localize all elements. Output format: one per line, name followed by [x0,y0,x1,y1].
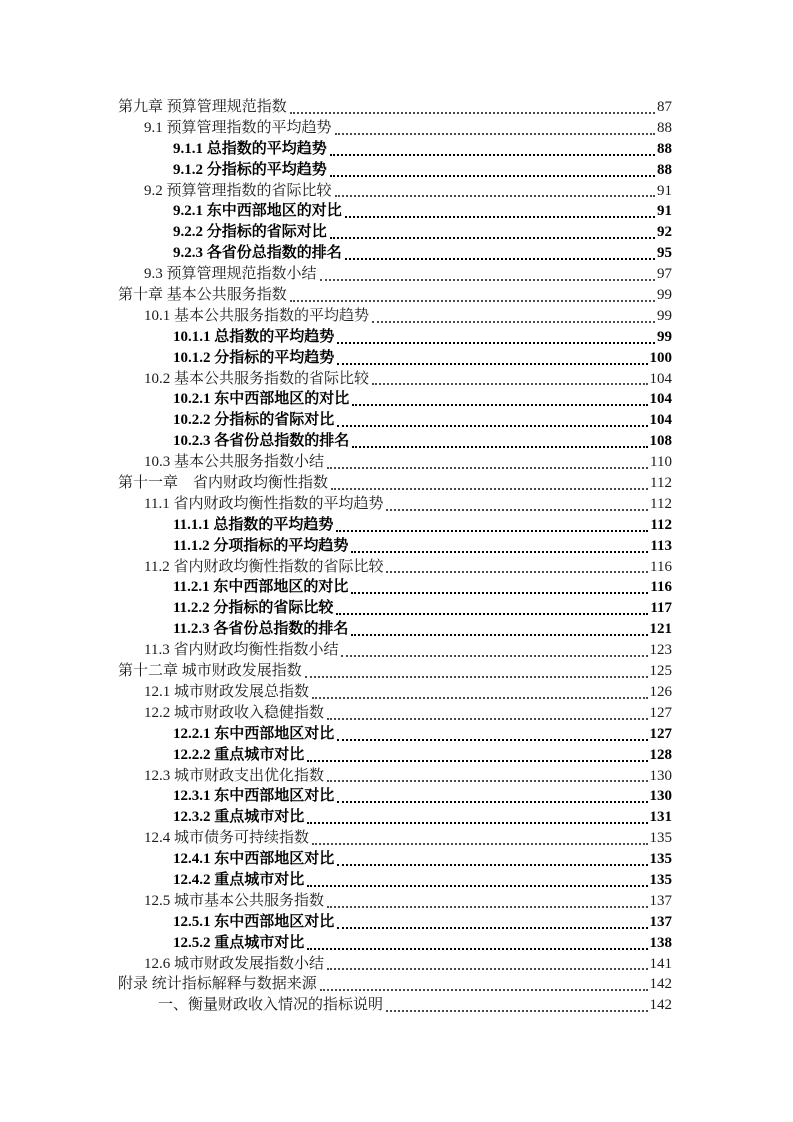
dot-leader [335,181,655,198]
toc-entry[interactable] [118,285,672,306]
toc-entry-label: 12.3.1 东中西部地区对比 [173,788,335,805]
toc-entry-page: 142 [649,997,672,1014]
dot-leader [320,264,655,281]
toc-entry-label: 10.1.1 总指数的平均趋势 [173,328,335,345]
toc-entry-label: 9.2.3 各省份总指数的排名 [173,245,342,262]
toc-entry[interactable] [118,849,672,870]
toc-entry-label: 第十章 基本公共服务指数 [118,287,287,304]
toc-entry[interactable] [118,389,672,410]
dot-leader [290,285,655,302]
toc-entry-label: 11.1.2 分项指标的平均趋势 [173,537,349,554]
toc-entry-label: 12.5.2 重点城市对比 [173,934,305,951]
toc-entry-label: 11.1.1 总指数的平均趋势 [173,516,334,533]
toc-entry[interactable] [118,891,672,912]
dot-leader [351,577,648,594]
toc-entry-label: 12.6 城市财政发展指数小结 [144,955,325,972]
dot-leader [330,160,655,177]
toc-entry-page: 88 [657,119,672,136]
toc-entry[interactable] [118,807,672,828]
dot-leader [345,243,655,260]
dot-leader [337,724,647,741]
toc-entry-label: 12.1 城市财政发展总指数 [144,683,310,700]
toc-entry[interactable] [118,431,672,452]
toc-entry-page: 87 [657,99,672,115]
dot-leader [290,97,655,114]
toc-entry[interactable] [118,786,672,807]
toc-entry-label: 第九章 预算管理规范指数 [118,99,287,115]
dot-leader [337,410,647,427]
toc-entry-page: 88 [657,161,672,178]
toc-entry[interactable] [118,828,672,849]
toc-entry-page: 130 [649,767,672,784]
toc-entry-label: 9.1 预算管理指数的平均趋势 [144,119,332,136]
toc-entry[interactable] [118,870,672,891]
toc-entry-label: 12.5.1 东中西部地区对比 [173,913,335,930]
toc-entry-page: 112 [650,495,672,512]
toc-entry-page: 104 [649,412,672,429]
toc-entry-label: 10.1.2 分指标的平均趋势 [173,349,335,366]
toc-entry-label: 9.3 预算管理规范指数小结 [144,266,317,283]
toc-entry-label: 9.1.2 分指标的平均趋势 [173,161,327,178]
toc-entry[interactable] [118,995,672,1016]
toc-entry[interactable] [118,222,672,243]
toc-entry-page: 104 [649,370,672,387]
toc-entry-label: 11.2.3 各省份总指数的排名 [173,621,349,638]
dot-leader [327,766,647,783]
dot-leader [337,786,647,803]
toc-entry[interactable] [118,369,672,390]
toc-entry[interactable] [118,201,672,222]
toc-entry-page: 123 [649,642,672,659]
toc-entry-label: 12.5 城市基本公共服务指数 [144,892,325,909]
dot-leader [337,327,655,344]
dot-leader [327,954,647,971]
toc-entry[interactable] [118,682,672,703]
toc-entry-page: 137 [649,913,672,930]
toc-entry-label: 10.2.2 分指标的省际对比 [173,412,335,429]
toc-entry-label: 12.3.2 重点城市对比 [173,809,305,826]
dot-leader [307,745,647,762]
toc-entry-label: 11.1 省内财政均衡性指数的平均趋势 [144,495,384,512]
toc-entry-page: 127 [649,704,672,721]
dot-leader [307,933,647,950]
toc-entry[interactable] [118,974,672,995]
dot-leader [335,118,655,135]
toc-entry-label: 一、衡量财政收入情况的指标说明 [158,997,384,1014]
toc-entry-page: 135 [649,871,672,888]
toc-entry-page: 116 [650,579,672,596]
toc-entry-page: 91 [657,203,672,220]
toc-entry[interactable] [118,139,672,160]
toc-entry-page: 88 [657,140,672,157]
toc-entry-label: 9.2 预算管理指数的省际比较 [144,182,332,199]
toc-entry-page: 131 [649,809,672,826]
toc-entry[interactable] [118,327,672,348]
dot-leader [352,389,647,406]
toc-entry[interactable] [118,766,672,787]
toc-entry[interactable] [118,577,672,598]
toc-entry-label: 9.2.2 分指标的省际对比 [173,224,327,241]
toc-entry-page: 110 [650,454,672,471]
dot-leader [337,348,647,365]
toc-entry[interactable] [118,494,672,515]
toc-entry[interactable] [118,557,672,578]
dot-leader [351,619,647,636]
dot-leader [331,473,648,490]
toc-entry-page: 121 [649,621,672,638]
toc-entry-page: 99 [657,307,672,324]
toc-entry-page: 130 [649,788,672,805]
toc-entry-page: 141 [649,955,672,972]
toc-entry-page: 128 [649,746,672,763]
toc-entry-label: 10.2 基本公共服务指数的省际比较 [144,370,370,387]
toc-entry-label: 11.3 省内财政均衡性指数小结 [144,642,339,659]
toc-entry-label: 11.2.2 分指标的省际比较 [173,600,334,617]
toc-entry[interactable] [118,536,672,557]
toc-entry[interactable] [118,452,672,473]
toc-entry[interactable] [118,473,672,494]
dot-leader [336,515,648,532]
dot-leader [341,640,647,657]
toc-entry[interactable] [118,97,672,118]
dot-leader [305,661,648,678]
toc-entry-page: 113 [650,537,672,554]
toc-entry-page: 108 [649,433,672,450]
toc-entry-page: 112 [650,475,672,492]
dot-leader [352,431,647,448]
table-of-contents [118,97,672,1016]
toc-entry-label: 9.2.1 东中西部地区的对比 [173,203,342,220]
toc-entry[interactable] [118,118,672,139]
toc-entry-label: 11.2 省内财政均衡性指数的省际比较 [144,558,384,575]
dot-leader [327,891,647,908]
toc-entry[interactable] [118,181,672,202]
toc-entry-page: 135 [649,851,672,868]
toc-entry-label: 12.4.2 重点城市对比 [173,871,305,888]
toc-entry-page: 116 [650,558,672,575]
toc-entry[interactable] [118,703,672,724]
toc-entry-page: 100 [649,349,672,366]
toc-entry-label: 附录 统计指标解释与数据来源 [118,976,317,993]
dot-leader [307,870,647,887]
toc-entry-page: 99 [657,328,672,345]
toc-entry[interactable] [118,619,672,640]
dot-leader [337,849,647,866]
toc-entry-label: 9.1.1 总指数的平均趋势 [173,140,327,157]
dot-leader [307,807,647,824]
toc-entry-label: 12.3 城市财政支出优化指数 [144,767,325,784]
dot-leader [351,536,648,553]
toc-entry-page: 104 [649,391,672,408]
toc-entry-page: 97 [657,266,672,283]
toc-entry[interactable] [118,515,672,536]
toc-entry[interactable] [118,410,672,431]
toc-entry-page: 125 [649,663,672,680]
toc-entry[interactable] [118,745,672,766]
dot-leader [345,201,655,218]
toc-entry-label: 12.4 城市债务可持续指数 [144,830,310,847]
dot-leader [312,682,647,699]
dot-leader [386,557,648,574]
toc-entry-page: 112 [650,516,672,533]
toc-entry-label: 12.2 城市财政收入稳健指数 [144,704,325,721]
dot-leader [327,452,648,469]
toc-entry-label: 第十二章 城市财政发展指数 [118,663,302,680]
toc-entry[interactable] [118,264,672,285]
toc-entry-page: 135 [649,830,672,847]
toc-entry-label: 第十一章 省内财政均衡性指数 [118,475,329,492]
dot-leader [312,828,647,845]
toc-entry-label: 12.2.1 东中西部地区对比 [173,725,335,742]
toc-entry-page: 117 [650,600,672,617]
dot-leader [330,139,655,156]
toc-entry[interactable] [118,348,672,369]
toc-entry-label: 10.2.1 东中西部地区的对比 [173,391,350,408]
toc-entry-label: 12.4.1 东中西部地区对比 [173,851,335,868]
toc-entry[interactable] [118,640,672,661]
dot-leader [327,703,647,720]
toc-entry[interactable] [118,598,672,619]
toc-entry-page: 99 [657,287,672,304]
toc-entry-label: 12.2.2 重点城市对比 [173,746,305,763]
dot-leader [337,912,647,929]
toc-entry-page: 92 [657,224,672,241]
toc-entry-page: 138 [649,934,672,951]
dot-leader [320,974,648,991]
toc-entry-page: 127 [649,725,672,742]
toc-entry-page: 142 [649,976,672,993]
toc-entry-label: 11.2.1 东中西部地区的对比 [173,579,349,596]
toc-entry-label: 10.2.3 各省份总指数的排名 [173,433,350,450]
toc-entry[interactable] [118,954,672,975]
dot-leader [386,494,648,511]
toc-entry-page: 126 [649,683,672,700]
toc-entry-label: 10.3 基本公共服务指数小结 [144,454,325,471]
toc-entry-page: 137 [649,892,672,909]
toc-entry[interactable] [118,306,672,327]
toc-entry-label: 10.1 基本公共服务指数的平均趋势 [144,307,370,324]
dot-leader [372,306,655,323]
toc-entry-page: 95 [657,245,672,262]
toc-entry[interactable] [118,160,672,181]
toc-entry[interactable] [118,661,672,682]
toc-entry-page: 91 [657,182,672,199]
toc-entry[interactable] [118,933,672,954]
toc-entry[interactable] [118,243,672,264]
dot-leader [336,598,648,615]
toc-entry[interactable] [118,724,672,745]
toc-entry[interactable] [118,912,672,933]
dot-leader [372,369,647,386]
dot-leader [330,222,655,239]
dot-leader [386,995,647,1012]
